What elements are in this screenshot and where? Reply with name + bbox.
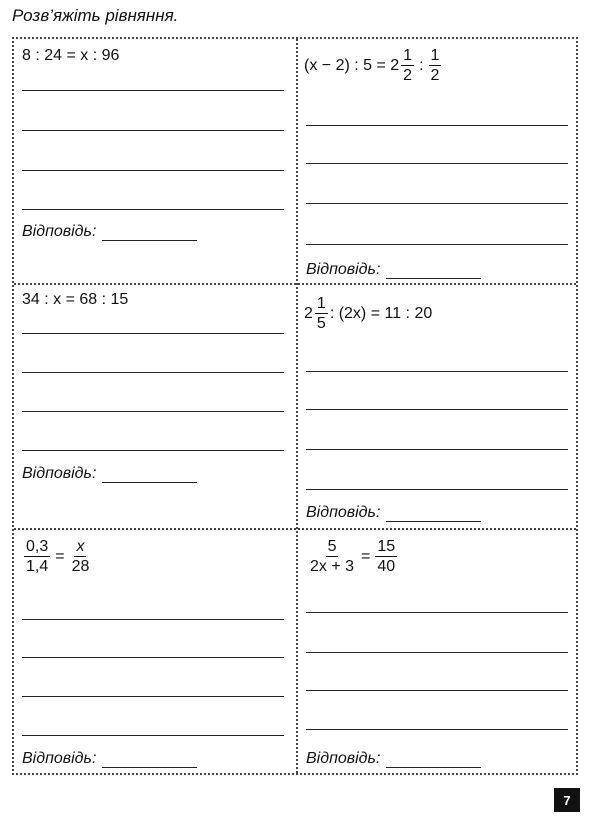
answer-label: Відповідь: xyxy=(306,504,381,521)
writing-line[interactable] xyxy=(22,411,284,412)
fraction-denominator: 2x + 3 xyxy=(310,558,355,575)
writing-line[interactable] xyxy=(306,409,568,410)
equation-4-whole: 2 xyxy=(304,304,313,322)
writing-line[interactable] xyxy=(306,489,568,490)
writing-line[interactable] xyxy=(22,657,284,658)
answer-blank[interactable] xyxy=(102,226,197,241)
equation-1: 8 : 24 = x : 96 xyxy=(22,47,120,64)
division-sign: : xyxy=(419,56,424,74)
answer-blank[interactable] xyxy=(386,753,481,768)
fraction-numerator: 5 xyxy=(327,538,337,555)
fraction-left xyxy=(308,538,356,575)
equals-sign: = xyxy=(55,547,65,565)
page-title: Розв’яжіть рівняння. xyxy=(12,6,179,25)
writing-line[interactable] xyxy=(306,690,568,691)
answer-row-4 xyxy=(306,504,481,522)
equation-5 xyxy=(22,538,93,575)
answer-row-1 xyxy=(22,223,197,241)
answer-blank[interactable] xyxy=(102,753,197,768)
answer-row-2 xyxy=(306,261,481,279)
equation-2 xyxy=(304,47,443,84)
fraction-numerator: x xyxy=(76,538,85,555)
writing-line[interactable] xyxy=(22,333,284,334)
answer-blank[interactable] xyxy=(386,507,481,522)
fraction-denominator: 40 xyxy=(377,558,396,575)
answer-row-6 xyxy=(306,750,481,768)
equation-2-lhs: (x − 2) : 5 = 2 xyxy=(304,56,400,74)
writing-line[interactable] xyxy=(22,90,284,91)
fraction-denominator: 2 xyxy=(403,67,413,84)
answer-blank[interactable] xyxy=(102,468,197,483)
cell-2 xyxy=(298,39,578,283)
writing-line[interactable] xyxy=(22,372,284,373)
writing-line[interactable] xyxy=(306,612,568,613)
answer-blank[interactable] xyxy=(386,264,481,279)
writing-line[interactable] xyxy=(306,652,568,653)
writing-line[interactable] xyxy=(22,209,284,210)
writing-line[interactable] xyxy=(306,729,568,730)
fraction-numerator: 1 xyxy=(430,47,440,64)
fraction-denominator: 28 xyxy=(71,558,90,575)
writing-line[interactable] xyxy=(22,170,284,171)
equation-4 xyxy=(304,295,432,332)
writing-line[interactable] xyxy=(306,244,568,245)
answer-label: Відповідь: xyxy=(22,465,97,482)
cell-3 xyxy=(14,285,296,528)
writing-line[interactable] xyxy=(22,696,284,697)
fraction-one-half xyxy=(401,47,414,84)
writing-line[interactable] xyxy=(306,449,568,450)
fraction-numerator: 1 xyxy=(316,295,326,312)
fraction-right xyxy=(70,538,92,575)
fraction-denominator: 5 xyxy=(316,315,326,332)
writing-line[interactable] xyxy=(306,371,568,372)
fraction-numerator: 0,3 xyxy=(26,538,49,555)
writing-line[interactable] xyxy=(22,450,284,451)
answer-label: Відповідь: xyxy=(306,261,381,278)
writing-line[interactable] xyxy=(22,130,284,131)
writing-line[interactable] xyxy=(306,203,568,204)
fraction-left xyxy=(24,538,50,575)
cell-5 xyxy=(14,530,296,775)
writing-line[interactable] xyxy=(306,163,568,164)
fraction-numerator: 1 xyxy=(403,47,413,64)
cell-4 xyxy=(298,285,578,528)
fraction-denominator: 1,4 xyxy=(26,558,49,575)
fraction-one-fifth xyxy=(315,295,328,332)
cell-6 xyxy=(298,530,578,775)
writing-line[interactable] xyxy=(306,125,568,126)
page-number: 7 xyxy=(554,788,580,812)
answer-label: Відповідь: xyxy=(22,750,97,767)
equation-4-rest: : (2x) = 11 : 20 xyxy=(329,304,433,322)
writing-line[interactable] xyxy=(22,619,284,620)
exercise-grid xyxy=(12,37,578,775)
answer-label: Відповідь: xyxy=(306,750,381,767)
fraction-one-half xyxy=(429,47,442,84)
fraction-denominator: 2 xyxy=(430,67,440,84)
equals-sign: = xyxy=(361,547,371,565)
fraction-numerator: 15 xyxy=(377,538,396,555)
equation-6 xyxy=(306,538,399,575)
equation-3: 34 : x = 68 : 15 xyxy=(22,291,129,308)
answer-label: Відповідь: xyxy=(22,223,97,240)
writing-line[interactable] xyxy=(22,735,284,736)
fraction-right xyxy=(375,538,397,575)
answer-row-3 xyxy=(22,465,197,483)
cell-1 xyxy=(14,39,296,283)
answer-row-5 xyxy=(22,750,197,768)
